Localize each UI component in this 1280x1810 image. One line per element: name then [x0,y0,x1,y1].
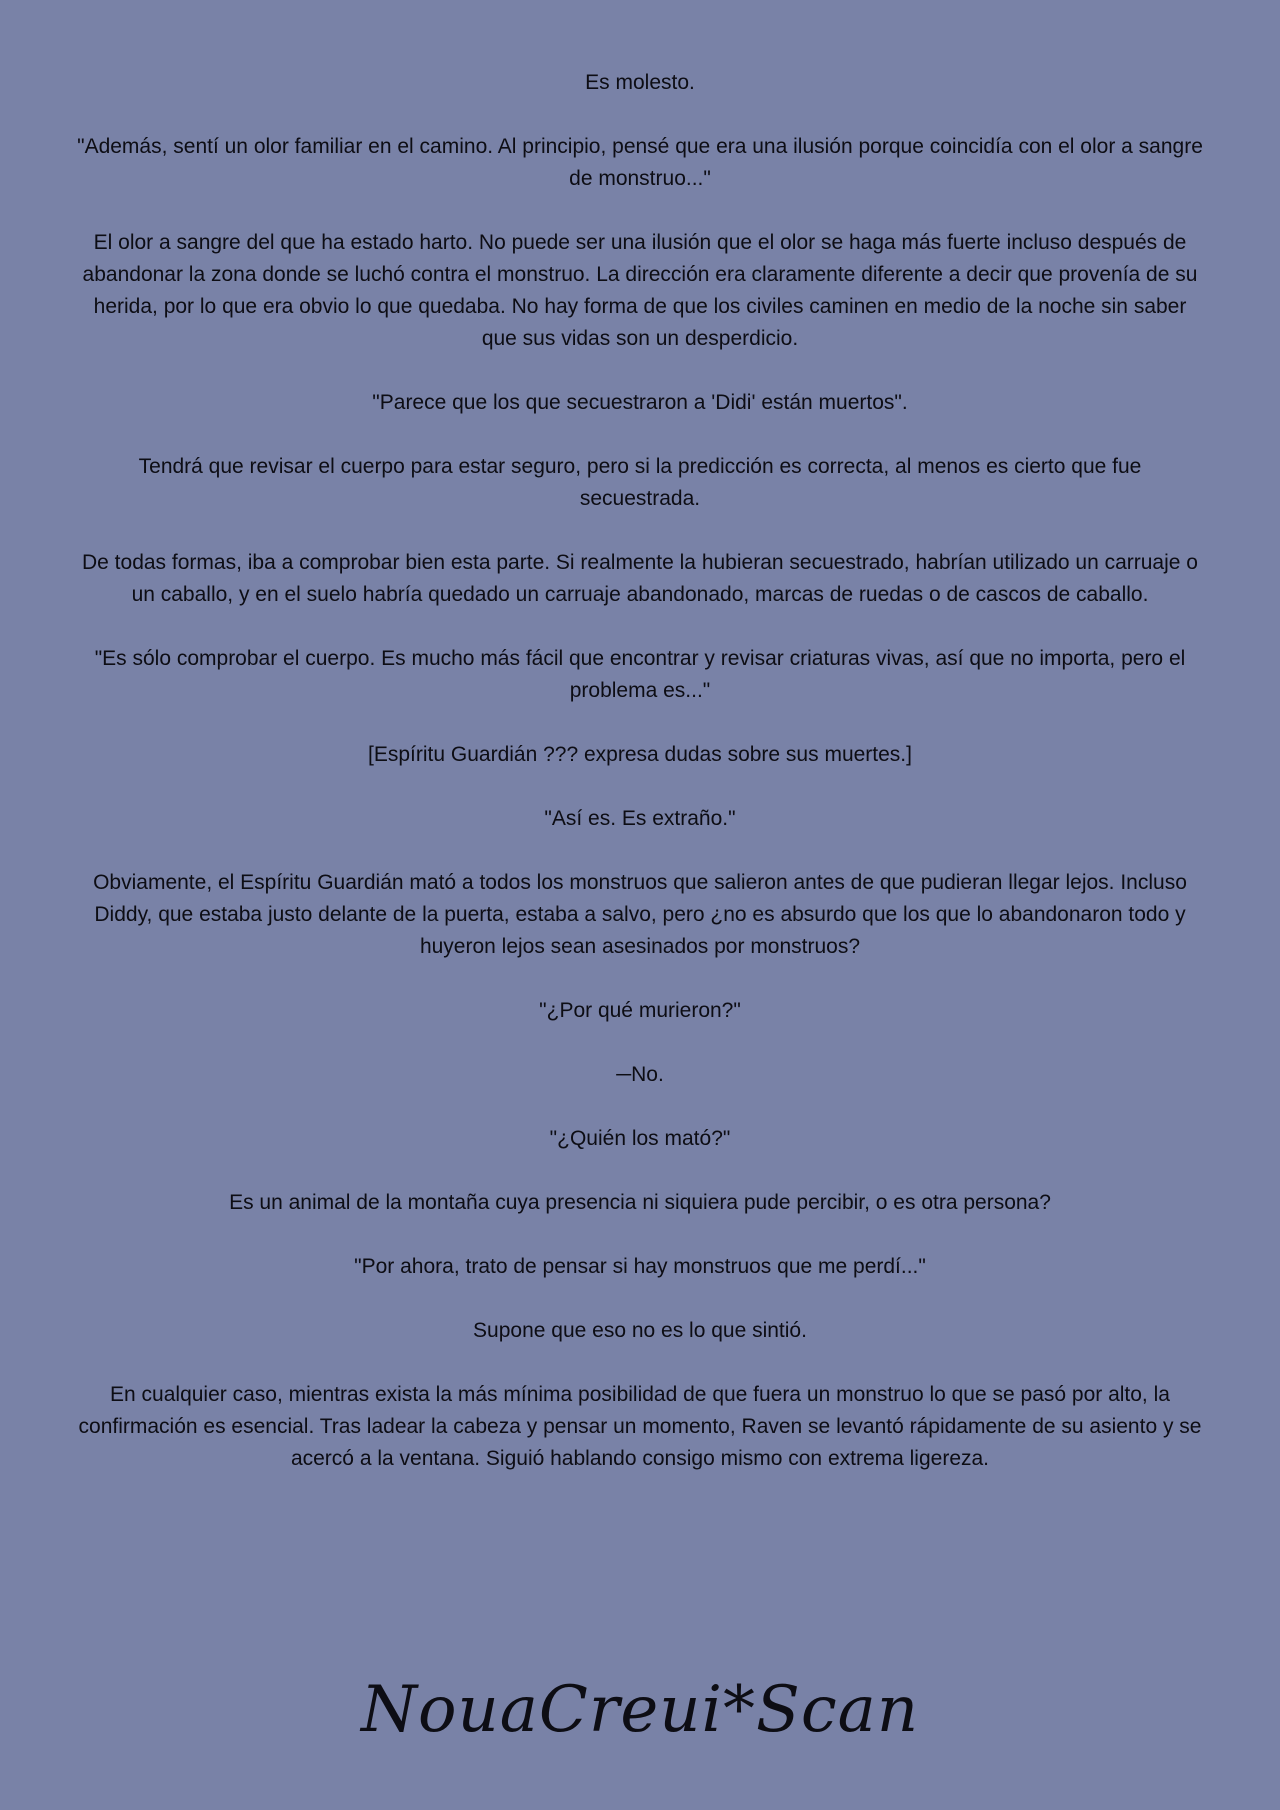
paragraph: Es molesto. [585,71,695,94]
paragraph: El olor a sangre del que ha estado harto. No puede ser una ilusión que el olor se haga más fuerte incluso después de abandonar la zona donde se luchó contra el monstruo. La dirección era claramente diferente a decir que provenía de su herida, por lo que era obvio lo que quedaba. No hay forma de que los civiles caminen en medio de la noche sin saber que sus vidas son un desperdicio. [82,231,1198,350]
paragraph: Es un animal de la montaña cuya presencia ni siquiera pude percibir, o es otra persona? [229,1191,1051,1214]
signature-logo [360,1663,920,1763]
story-text [76,67,1204,1507]
paragraph: [Espíritu Guardián ??? expresa dudas sobre sus muertes.] [368,743,912,766]
paragraph: "Así es. Es extraño." [544,807,736,830]
paragraph: "Además, sentí un olor familiar en el camino. Al principio, pensé que era una ilusión porque coincidía con el olor a sangre de monstruo..." [77,135,1203,190]
paragraph: Obviamente, el Espíritu Guardián mató a todos los monstruos que salieron antes de que pudieran llegar lejos. Incluso Diddy, que estaba justo delante de la puerta, estaba a salvo, pero ¿no es absurdo que los que lo abandonaron todo y huyeron lejos sean asesinados por monstruos? [93,871,1187,958]
paragraph: "Por ahora, trato de pensar si hay monstruos que me perdí..." [354,1255,926,1278]
paragraph: "¿Por qué murieron?" [539,999,741,1022]
paragraph: Tendrá que revisar el cuerpo para estar seguro, pero si la predicción es correcta, al menos es cierto que fue secuestrada. [138,455,1142,510]
paragraph: ─No. [616,1063,664,1086]
paragraph: "Parece que los que secuestraron a 'Didi' están muertos". [372,391,908,414]
paragraph: "Es sólo comprobar el cuerpo. Es mucho más fácil que encontrar y revisar criaturas vivas, así que no importa, pero el problema es..." [94,647,1186,702]
paragraph: Supone que eso no es lo que sintió. [473,1319,807,1342]
paragraph: En cualquier caso, mientras exista la más mínima posibilidad de que fuera un monstruo lo que se pasó por alto, la confirmación es esencial. Tras ladear la cabeza y pensar un momento, Raven se levantó rápidamente de su asiento y se acercó a la ventana. Siguió hablando consigo mismo con extrema ligereza. [78,1383,1202,1470]
paragraph: "¿Quién los mató?" [549,1127,731,1150]
signature-text: NouaCreui*Scan [360,1673,920,1747]
paragraph: De todas formas, iba a comprobar bien esta parte. Si realmente la hubieran secuestrado, habrían utilizado un carruaje o un caballo, y en el suelo habría quedado un carruaje abandonado, marcas de ruedas o de cascos de caballo. [82,551,1198,606]
scanlator-signature [0,1658,1280,1768]
